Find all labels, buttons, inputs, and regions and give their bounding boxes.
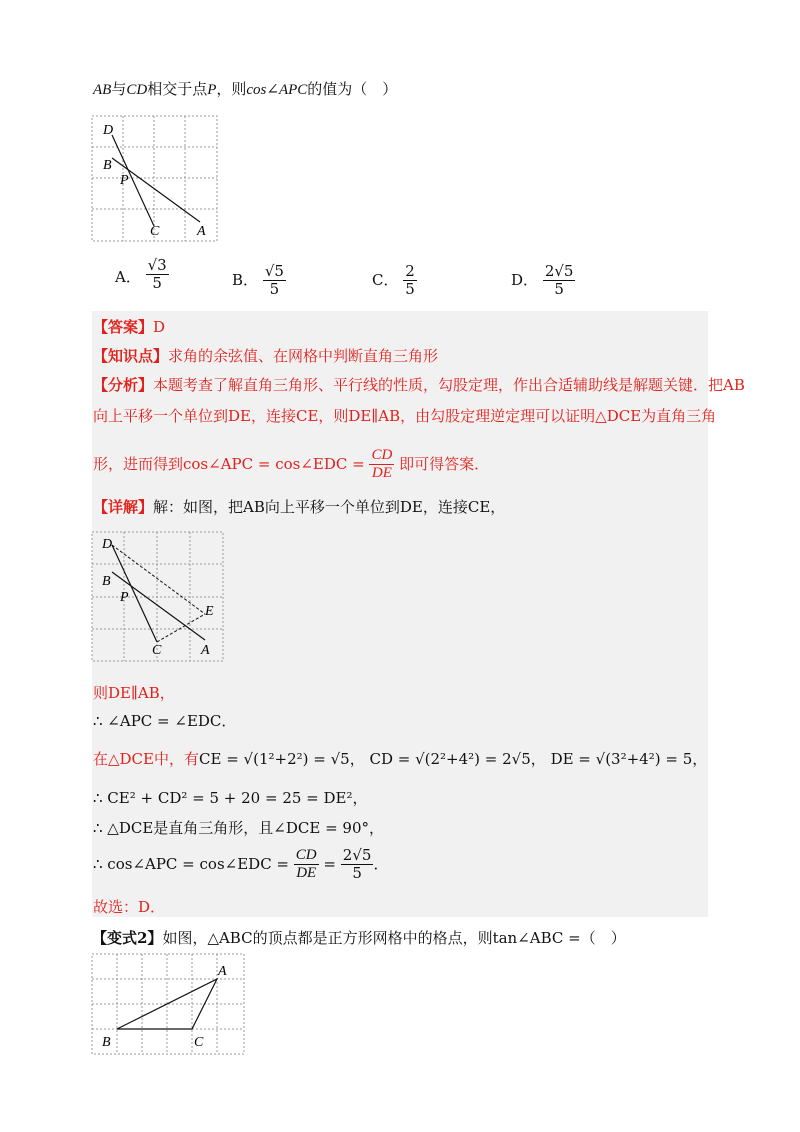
label-a: A xyxy=(201,643,210,658)
label-d: D xyxy=(102,537,113,552)
analysis-line-2: 向上平移一个单位到DE，连接CE，则DE∥AB，由勾股定理逆定理可以证明△DCE为直角三角 xyxy=(93,407,717,425)
label-b: B xyxy=(102,1035,111,1050)
label-d: D xyxy=(103,123,114,138)
step-3: 在△DCE中，有CE = √(1²+2²) = √5， CD = √(2²+4²) = 2√5， DE = √(3²+4²) = 5， xyxy=(93,750,708,768)
detail-line: 【详解】解：如图，把AB向上平移一个单位到DE，连接CE， xyxy=(93,498,506,516)
label-c: C xyxy=(150,224,160,239)
step-5: ∴ △DCE是直角三角形，且∠DCE = 90°， xyxy=(93,819,385,837)
option-b[interactable]: B． $\frac{√5}{5}$ xyxy=(232,262,284,299)
figure-1-grid xyxy=(90,114,222,246)
step-2: ∴ ∠APC = ∠EDC． xyxy=(93,712,237,730)
option-a[interactable]: A． $\frac{√3}{5}$ xyxy=(115,256,167,293)
label-b: B xyxy=(103,158,112,173)
segment-dc xyxy=(112,545,157,642)
knowledge-line: 【知识点】求角的余弦值、在网格中判断直角三角形 xyxy=(93,347,439,365)
label-p: P xyxy=(120,173,129,188)
figure-3-grid xyxy=(90,952,248,1058)
option-c[interactable]: C． $\frac{2}{5}$ xyxy=(372,262,415,299)
label-p: P xyxy=(120,590,129,605)
label-c: C xyxy=(194,1035,204,1050)
option-d[interactable]: D． $\frac{2√5}{5}$ xyxy=(511,262,574,299)
label-b: B xyxy=(102,574,111,589)
label-e: E xyxy=(205,604,214,619)
step-4: ∴ CE² + CD² = 5 + 20 = 25 = DE²， xyxy=(93,789,368,807)
segment-ba xyxy=(112,572,205,640)
segment-ce xyxy=(157,614,205,642)
label-a: A xyxy=(218,964,227,979)
label-c: C xyxy=(152,643,162,658)
question-stem: AB与CD相交于点P，则cos∠APC的值为（ ） xyxy=(93,80,398,98)
label-a: A xyxy=(197,224,206,239)
variant-question: 【变式2】如图，△ABC的顶点都是正方形网格中的格点，则tan∠ABC =（ ） xyxy=(92,929,626,947)
answer-line: 【答案】D xyxy=(93,318,166,336)
analysis-line-3: 形，进而得到cos∠APC = cos∠EDC = $\frac{CD}{DE}$ 即可得答案． xyxy=(93,447,490,482)
analysis-line-1: 【分析】本题考查了解直角三角形、平行线的性质，勾股定理，作出合适辅助线是解题关键．把AB xyxy=(93,376,745,394)
figure-2-grid xyxy=(90,530,226,664)
segment-dc xyxy=(112,135,154,226)
step-1: 则DE∥AB， xyxy=(93,684,175,702)
segment-ba xyxy=(112,158,200,222)
final-choice: 故选：D． xyxy=(93,898,166,916)
step-6: ∴ cos∠APC = cos∠EDC = $\frac{CD}{DE}$ = $\frac{2√5}{5}$ ． xyxy=(93,846,389,883)
